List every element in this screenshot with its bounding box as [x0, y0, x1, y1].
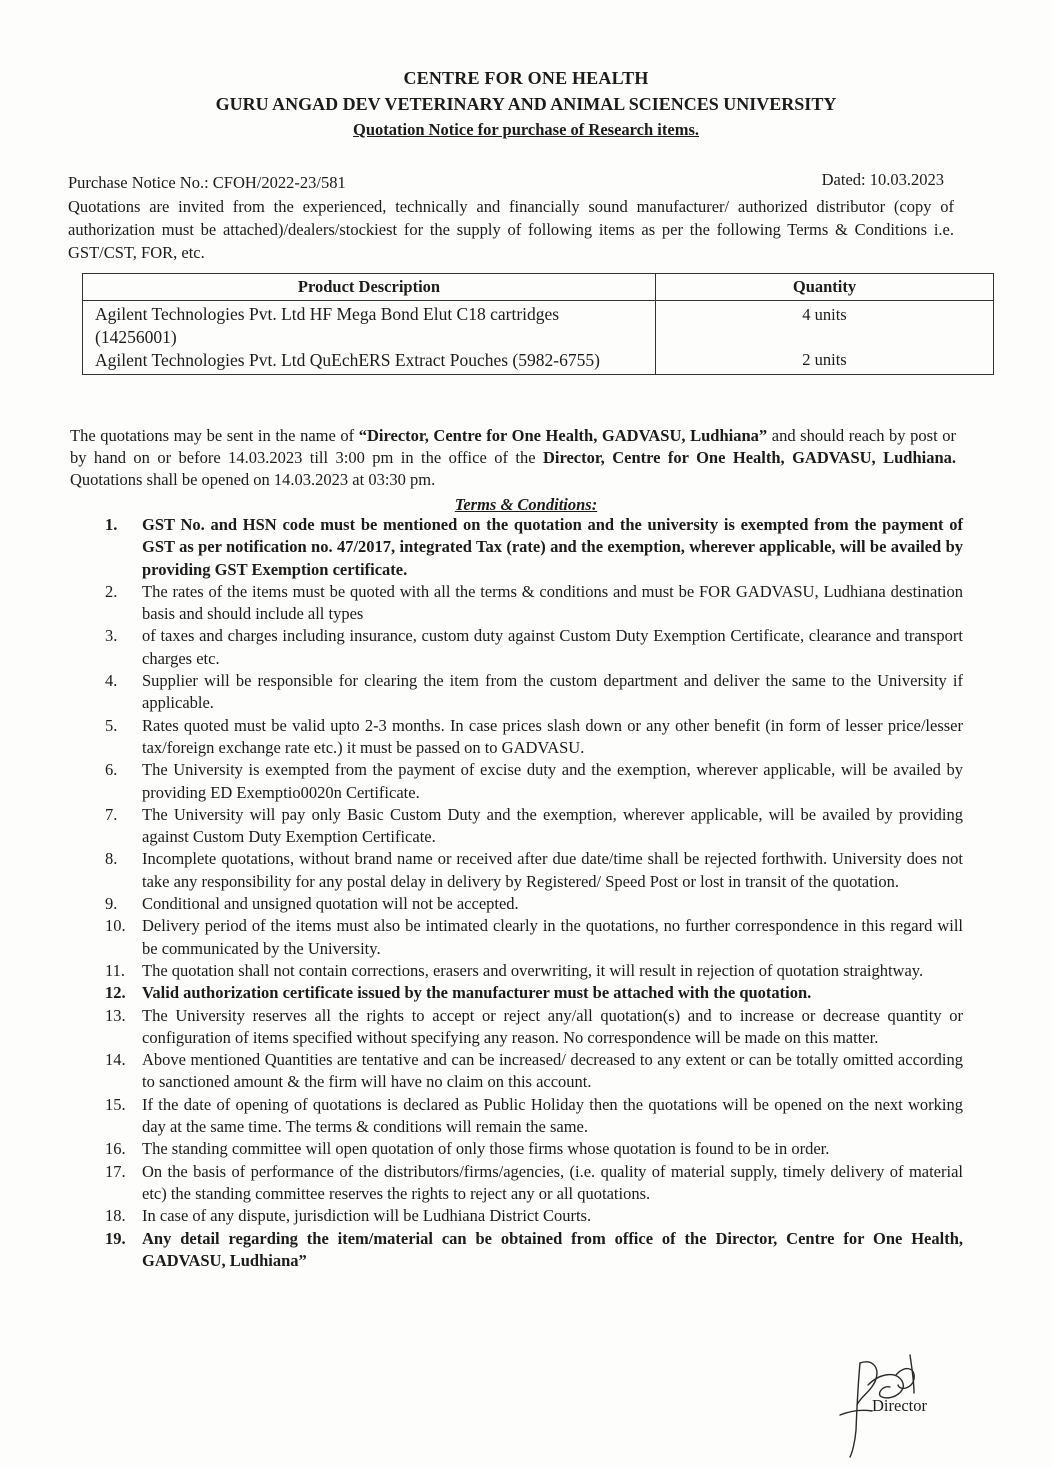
term-number: 18. — [105, 1206, 126, 1226]
product-item-1: Agilent Technologies Pvt. Ltd HF Mega Bond Elut C18 cartridges (14256001) — [95, 304, 560, 347]
list-item — [105, 1005, 963, 1050]
term-text: Incomplete quotations, without brand name or received after due date/time shall be rejected forthwith. University does not take any responsibility for any postal delay in delivery by Registered/ Speed Post or lost in transit of the quotation. — [142, 849, 963, 891]
term-text: Delivery period of the items must also be intimated clearly in the quotations, no further correspondence in this regard will be communicated by the University. — [142, 916, 963, 958]
list-item — [105, 804, 963, 849]
term-text: The University reserves all the rights to accept or reject any/all quotation(s) and to increase or decrease quantity or configuration of items specified without specifying any reason. No correspondence will be made on this matter. — [142, 1005, 963, 1047]
term-text: If the date of opening of quotations is declared as Public Holiday then the quotations will be opened on the next working day at the same time. The terms & conditions will remain the same. — [142, 1094, 963, 1137]
term-text: In case of any dispute, jurisdiction will be Ludhiana District Courts. — [142, 1206, 592, 1226]
term-number: 8. — [105, 849, 118, 869]
term-number: 11. — [105, 960, 126, 980]
university-title: GURU ANGAD DEV VETERINARY AND ANIMAL SCIENCES UNIVERSITY — [215, 94, 837, 114]
quantity-cell — [656, 301, 994, 375]
term-number: 2. — [105, 581, 118, 601]
list-item — [105, 1049, 963, 1094]
submission-office: Director, Centre for One Health, GADVASU, Ludhiana. — [542, 448, 956, 467]
term-text: The University will pay only Basic Custom Duty and the exemption, wherever applicable, will be availed by providing against Custom Duty Exemption Certificate. — [142, 804, 963, 847]
term-text: On the basis of performance of the distributors/firms/agencies, (i.e. quality of material supply, timely delivery of material etc) the standing committee reserves the rights to reject any or all quotations. — [142, 1161, 963, 1203]
notice-title: Quotation Notice for purchase of Research items. — [353, 120, 699, 139]
list-item — [105, 759, 963, 804]
term-text: Valid authorization certificate issued by the manufacturer must be attached with the quotation. — [142, 983, 812, 1003]
list-item — [105, 715, 963, 760]
list-item — [105, 1138, 963, 1160]
term-number: 6. — [105, 760, 118, 780]
list-item — [105, 982, 963, 1004]
term-number: 19. — [105, 1228, 126, 1248]
table-header-row — [83, 274, 994, 301]
term-number: 13. — [105, 1005, 126, 1025]
intro-paragraph: Quotations are invited from the experienced, technically and financially sound manufacturer/ authorized distributor (copy of authorization must be attached)/dealers/stockiest for the supply of following items as per the following Terms & Conditions i.e. GST/CST, FOR, etc. — [68, 197, 954, 262]
term-number: 15. — [105, 1094, 126, 1114]
term-text: Supplier will be responsible for clearing the item from the custom department and deliver the same to the University if applicable. — [142, 671, 963, 713]
term-text: The quotation shall not contain corrections, erasers and overwriting, it will result in rejection of quotation straightway. — [142, 960, 924, 980]
product-description-cell — [83, 301, 656, 375]
terms-title: Terms & Conditions: — [454, 495, 598, 514]
term-text: GST No. and HSN code must be mentioned on the quotation and the university is exempted from the payment of GST as per notification no. 47/2017, integrated Tax (rate) and the exemption, wherever applicable, will be availed by providing GST Exemption certificate. — [142, 515, 963, 579]
term-number: 16. — [105, 1139, 126, 1159]
quantity-item-1: 4 units — [802, 305, 847, 324]
term-text: Rates quoted must be valid upto 2-3 months. In case prices slash down or any other benefit (in form of lesser price/lesser tax/foreign exchange rate etc.) it must be passed on to GADVASU. — [142, 715, 963, 757]
submission-addressee: “Director, Centre for One Health, GADVASU, Ludhiana” — [358, 426, 768, 445]
centre-title: CENTRE FOR ONE HEALTH — [403, 68, 649, 88]
list-item — [105, 581, 963, 626]
items-table — [82, 273, 994, 375]
list-item — [105, 1161, 963, 1206]
term-number: 12. — [105, 983, 126, 1003]
quantity-item-2: 2 units — [802, 350, 847, 369]
list-item — [105, 893, 963, 915]
list-item — [105, 1094, 963, 1139]
term-number: 9. — [105, 894, 118, 914]
list-item — [105, 960, 963, 982]
term-text: of taxes and charges including insurance, custom duty against Custom Duty Exemption Certificate, clearance and transport charges etc. — [142, 626, 963, 668]
submission-text-2: and should reach by post or by hand on or before 14.03.2023 till 3:00 pm in the office of the — [70, 426, 956, 467]
signature-title: Director — [872, 1396, 927, 1415]
purchase-notice-number: Purchase Notice No.: CFOH/2022-23/581 — [68, 173, 346, 192]
header-product-description: Product Description — [83, 274, 656, 301]
term-number: 4. — [105, 671, 118, 691]
list-item — [105, 1228, 963, 1273]
submission-text-3: Quotations shall be opened on 14.03.2023 at 03:30 pm. — [70, 470, 436, 489]
terms-list — [105, 514, 963, 1272]
list-item — [105, 1205, 963, 1227]
term-text: The standing committee will open quotation of only those firms whose quotation is found to be in order. — [142, 1139, 830, 1159]
term-text: Conditional and unsigned quotation will not be accepted. — [142, 894, 519, 914]
term-number: 1. — [105, 515, 118, 534]
term-number: 7. — [105, 804, 118, 824]
term-number: 17. — [105, 1161, 126, 1181]
term-number: 5. — [105, 715, 118, 735]
submission-paragraph — [70, 425, 956, 491]
table-row — [83, 301, 994, 375]
product-item-2: Agilent Technologies Pvt. Ltd QuEchERS Extract Pouches (5982-6755) — [95, 350, 600, 370]
term-number: 14. — [105, 1050, 126, 1070]
term-text: Above mentioned Quantities are tentative and can be increased/ decreased to any extent or can be totally omitted according to sanctioned amount & the firm will have no claim on this account. — [142, 1050, 963, 1092]
term-text: The University is exempted from the payment of excise duty and the exemption, wherever applicable, will be availed by providing ED Exemptio0020n Certificate. — [142, 760, 963, 802]
term-text: The rates of the items must be quoted with all the terms & conditions and must be FOR GADVASU, Ludhiana destination basis and should include all types — [142, 581, 963, 624]
list-item — [105, 514, 963, 581]
list-item — [105, 848, 963, 893]
notice-date: Dated: 10.03.2023 — [821, 170, 944, 189]
list-item — [105, 670, 963, 715]
term-number: 3. — [105, 626, 118, 646]
term-text: Any detail regarding the item/material can be obtained from office of the Director, Centre for One Health, GADVASU, Ludhiana” — [142, 1228, 963, 1270]
list-item — [105, 625, 963, 670]
term-number: 10. — [105, 916, 126, 936]
list-item — [105, 915, 963, 960]
header-quantity: Quantity — [656, 274, 994, 301]
submission-text-1: The quotations may be sent in the name of — [70, 426, 359, 445]
